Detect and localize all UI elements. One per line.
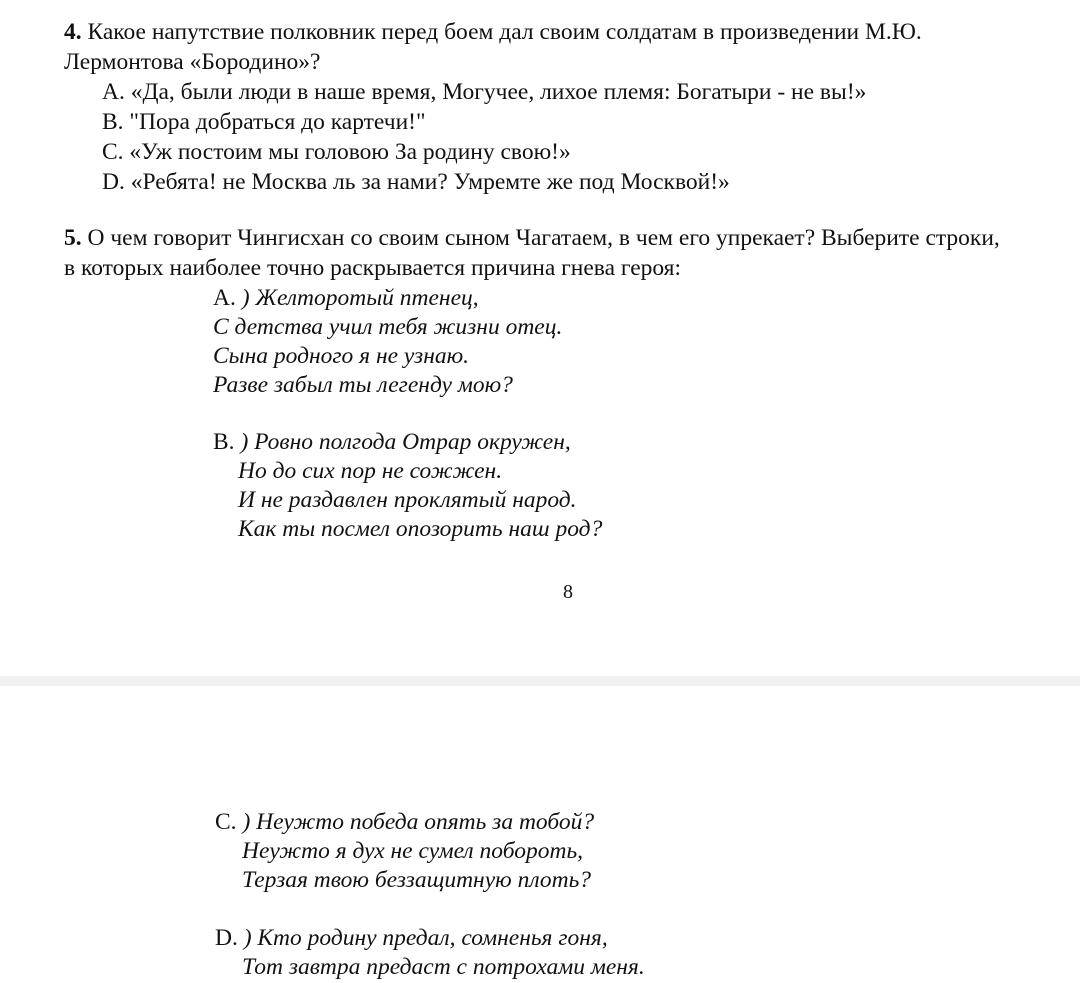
question-4-option-a: A. «Да, были люди в наше время, Могучее, лихое племя: Богатыри - не вы!»: [102, 79, 867, 105]
question-5-option-d-line-1: D. ) Кто родину предал, сомненья гоня,: [215, 925, 608, 951]
page-number: 8: [563, 581, 573, 603]
option-c-letter: C.: [215, 809, 243, 835]
question-5-option-c-line-3: Терзая твою беззащитную плоть?: [242, 867, 592, 893]
question-5-line-1: [64, 224, 1000, 252]
question-5-option-b-line-3: И не раздавлен проклятый народ.: [238, 487, 577, 513]
question-4-line-1: [64, 18, 922, 46]
question-5-text: О чем говорит Чингисхан со своим сыном Чагатаем, в чем его упрекает? Выберите строки,: [87, 225, 1000, 251]
option-b-letter: B.: [213, 429, 241, 455]
question-4-option-b: B. "Пора добраться до картечи!": [102, 109, 426, 135]
option-a-letter: A.: [213, 285, 242, 311]
question-4-text: Какое напутствие полковник перед боем дал своим солдатам в произведении М.Ю.: [87, 19, 922, 45]
question-5-option-a-line-4: Разве забыл ты легенду мою?: [213, 372, 513, 398]
question-5-option-c-line-1: C. ) Неужто победа опять за тобой?: [215, 809, 595, 835]
question-4-option-c: C. «Уж постоим мы головою За родину свою!»: [102, 139, 571, 165]
question-5-option-b-line-1: B. ) Ровно полгода Отрар окружен,: [213, 429, 571, 455]
question-5-option-b-line-4: Как ты посмел опозорить наш род?: [238, 516, 603, 542]
question-4-option-d: D. «Ребята! не Москва ль за нами? Умремте же под Москвой!»: [102, 169, 730, 195]
question-4-line-2: Лермонтова «Бородино»?: [64, 49, 321, 75]
question-5-option-a-line-1: A. ) Желторотый птенец,: [213, 285, 479, 311]
question-5-number: 5.: [64, 225, 82, 251]
question-5-option-d-line-2: Тот завтра предаст с потрохами меня.: [242, 954, 645, 980]
page-separator: [0, 676, 1080, 686]
question-5-line-2: в которых наиболее точно раскрывается причина гнева героя:: [64, 255, 682, 281]
question-4-number: 4.: [64, 19, 82, 45]
question-5-option-c-line-2: Неужто я дух не сумел побороть,: [242, 838, 584, 864]
question-5-option-b-line-2: Но до сих пор не сожжен.: [238, 458, 503, 484]
question-5-option-a-line-2: С детства учил тебя жизни отец.: [213, 314, 563, 340]
option-d-letter: D.: [215, 925, 244, 951]
question-5-option-a-line-3: Сына родного я не узнаю.: [213, 343, 470, 369]
document-page-2: [0, 686, 1080, 983]
